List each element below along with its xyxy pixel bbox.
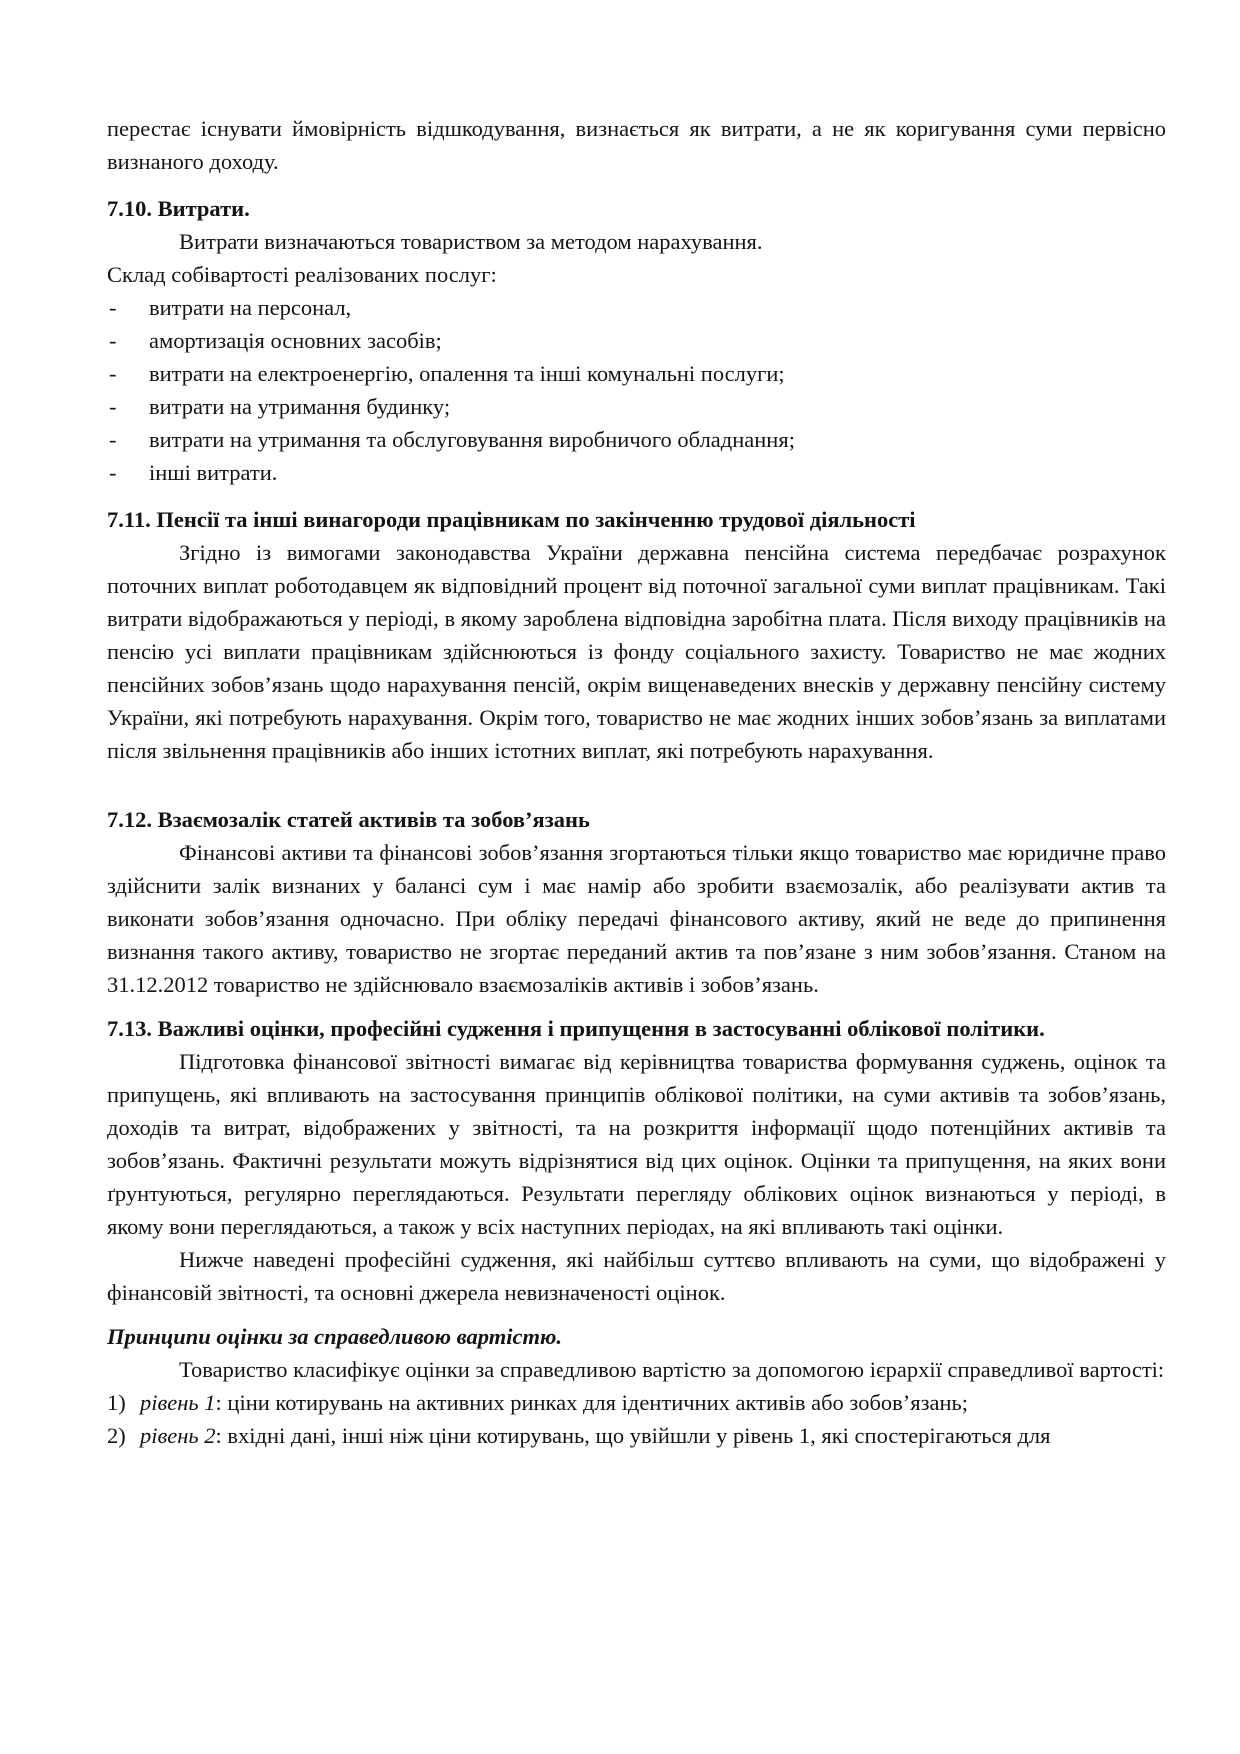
section-7-13-heading: 7.13. Важливі оцінки, професійні судження і припущення в застосуванні облікової політики.	[107, 1016, 1045, 1041]
list-item	[107, 390, 1166, 423]
list-item-text: витрати на електроенергію, опалення та інші комунальні послуги;	[149, 361, 785, 386]
level-description: : вхідні дані, інші ніж ціни котирувань, що увійшли у рівень 1, які спостерігаються для	[215, 1423, 1051, 1448]
list-item-text: витрати на утримання та обслуговування виробничого обладнання;	[149, 427, 795, 452]
list-item	[107, 1386, 1166, 1419]
dash-bullet: -	[109, 460, 117, 485]
section-7-13-paragraph-1: Підготовка фінансової звітності вимагає від керівництва товариства формування суджень, оцінок та припущень, які впливають на застосування принципів облікової політики, на суми активів та зобов’язань, доходів та витрат, відображених у звітності, та на розкриття інформації щодо потенційних активів та зобов’язань. Фактичні результати можуть відрізнятися від цих оцінок. Оцінки та припущення, на яких вони ґрунтуються, регулярно переглядаються. Результати перегляду облікових оцінок визнаються у періоді, в якому вони переглядаються, а також у всіх наступних періодах, на які впливають такі оцінки.	[107, 1049, 1166, 1239]
list-item	[107, 1419, 1166, 1452]
section-7-13-paragraph-2: Нижче наведені професійні судження, які найбільш суттєво впливають на суми, що відображені у фінансовій звітності, та основні джерела невизначеності оцінок.	[107, 1247, 1166, 1305]
section-7-12-heading: 7.12. Взаємозалік статей активів та зобов’язань	[107, 807, 590, 832]
list-item-text: витрати на персонал,	[149, 295, 352, 320]
fair-value-levels-list	[107, 1386, 1166, 1452]
dash-bullet: -	[109, 328, 117, 353]
list-item	[107, 291, 1166, 324]
list-item	[107, 423, 1166, 456]
cost-items-list	[107, 291, 1166, 489]
section-7-11-heading: 7.11. Пенсії та інші винагороди працівникам по закінченню трудової діяльності	[107, 507, 916, 532]
list-item-text: витрати на утримання будинку;	[149, 394, 451, 419]
level-term: рівень 2	[140, 1423, 216, 1448]
fair-value-heading: Принципи оцінки за справедливою вартістю.	[107, 1324, 563, 1349]
list-item	[107, 357, 1166, 390]
list-item-number: 1)	[107, 1390, 126, 1415]
dash-bullet: -	[109, 427, 117, 452]
fair-value-paragraph: Товариство класифікує оцінки за справедливою вартістю за допомогою ієрархії справедливої вартості:	[179, 1357, 1165, 1382]
section-7-10-heading: 7.10. Витрати.	[107, 196, 250, 221]
level-term: рівень 1	[140, 1390, 216, 1415]
level-description: : ціни котирувань на активних ринках для ідентичних активів або зобов’язань;	[215, 1390, 969, 1415]
dash-bullet: -	[109, 394, 117, 419]
document-page	[107, 112, 1166, 1452]
section-7-11-paragraph: Згідно із вимогами законодавства України державна пенсійна система передбачає розрахунок поточних виплат роботодавцем як відповідний процент від поточної загальної суми виплат працівникам. Такі витрати відображаються у періоді, в якому зароблена відповідна заробітна плата. Після виходу працівників на пенсію усі виплати працівникам здійснюються із фонду соціального захисту. Товариство не має жодних пенсійних зобов’язань щодо нарахування пенсій, окрім вищенаведених внесків у державну пенсійну систему України, які потребують нарахування. Окрім того, товариство не має жодних інших зобов’язань за виплатами після звільнення працівників або інших істотних виплат, які потребують нарахування.	[107, 540, 1166, 763]
list-item-number: 2)	[107, 1423, 126, 1448]
section-7-12-paragraph: Фінансові активи та фінансові зобов’язання згортаються тільки якщо товариство має юридичне право здійснити залік визнаних у балансі сум і має намір або зробити взаємозалік, або реалізувати актив та виконати зобов’язання одночасно. При обліку передачі фінансового активу, який не веде до припинення визнання такого активу, товариство не згортає переданий актив та пов’язане з ним зобов’язання. Станом на 31.12.2012 товариство не здійснювало взаємозаліків активів і зобов’язань.	[107, 840, 1166, 997]
list-item	[107, 324, 1166, 357]
dash-bullet: -	[109, 361, 117, 386]
cost-composition-lead: Склад собівартості реалізованих послуг:	[107, 262, 497, 287]
list-item-text: амортизація основних засобів;	[149, 328, 442, 353]
intro-paragraph: перестає існувати ймовірність відшкодування, визнається як витрати, а не як коригування суми первісно визнаного доходу.	[107, 116, 1166, 174]
dash-bullet: -	[109, 295, 117, 320]
section-7-10-paragraph: Витрати визначаються товариством за методом нарахування.	[179, 229, 763, 254]
list-item-text: інші витрати.	[149, 460, 278, 485]
list-item	[107, 456, 1166, 489]
